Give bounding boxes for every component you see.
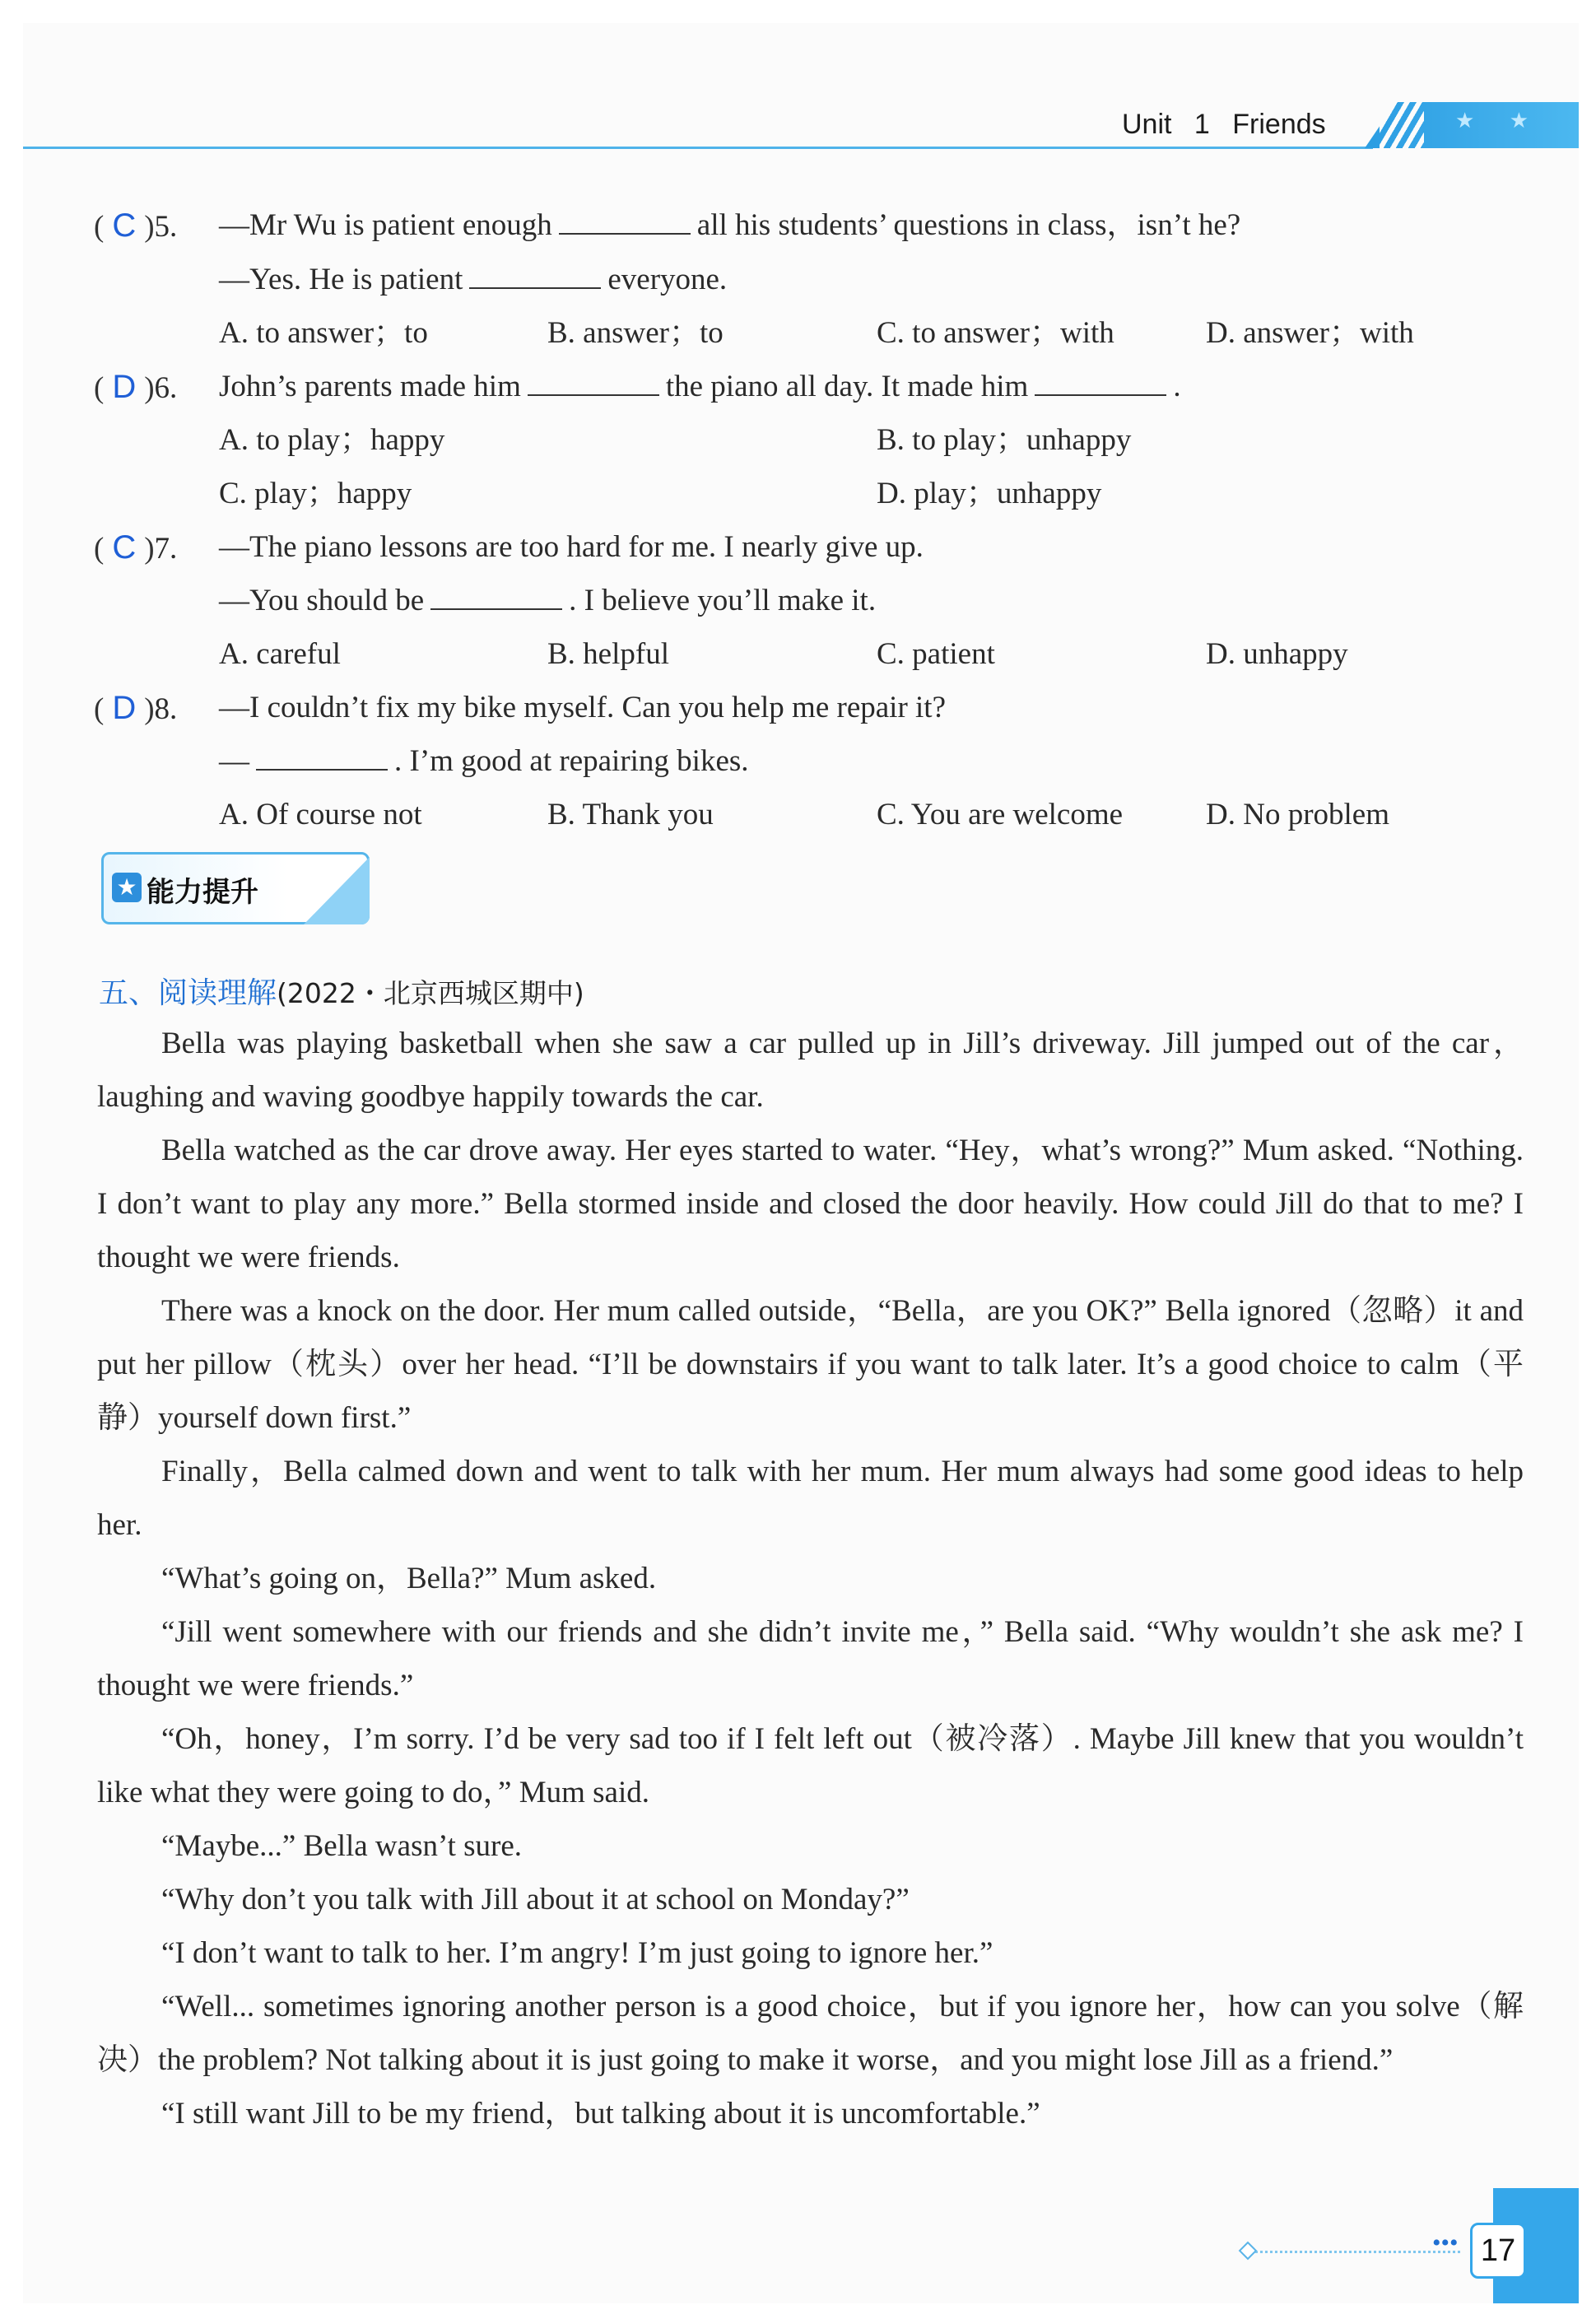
- passage-paragraph: “What’s going on，Bella?” Mum asked.: [161, 1562, 657, 1595]
- option-8a: A. Of course not: [219, 798, 422, 831]
- option-6c: C. play；happy: [219, 477, 412, 510]
- answer-5: C: [112, 207, 137, 244]
- passage-paragraph: Bella was playing basketball when she saw a car pulled up in Jill’s driveway. Jill jumped out of the car，laughing and waving goodbye happily towards the car.: [97, 1027, 1524, 1114]
- passage-paragraph: “Well... sometimes ignoring another person is a good choice，but if you ignore her，how can you solve（解决）the problem? Not talking about it is just going to make it worse，and you might lose Jill as a friend.”: [97, 1990, 1524, 2077]
- option-8c: C. You are welcome: [877, 798, 1124, 831]
- passage-paragraph: Finally，Bella calmed down and went to talk with her mum. Her mum always had some good ideas to help her.: [97, 1455, 1524, 1542]
- question-5-reply: —Yes. He is patient everyone.: [219, 263, 728, 296]
- option-6b: B. to play；unhappy: [877, 423, 1132, 457]
- answer-8: D: [112, 690, 137, 726]
- badge-label: 能力提升: [147, 876, 258, 909]
- header-rule: [23, 147, 1373, 149]
- option-7b: B. helpful: [547, 637, 669, 671]
- option-8d: D. No problem: [1206, 798, 1389, 831]
- question-5-stem: —Mr Wu is patient enough all his students’ questions in class，isn’t he?: [219, 208, 1241, 242]
- option-5a: A. to answer；to: [219, 316, 428, 350]
- option-6d: D. play；unhappy: [877, 477, 1102, 510]
- answer-7: C: [112, 529, 137, 566]
- answer-6: D: [112, 369, 137, 405]
- passage-paragraph: “Maybe...” Bella wasn’t sure.: [161, 1829, 523, 1863]
- section-title: 五、阅读理解(2022・北京西城区期中): [99, 976, 584, 1010]
- option-7a: A. careful: [219, 637, 341, 671]
- option-5d: D. answer；with: [1206, 316, 1414, 350]
- question-7-reply: —You should be . I believe you’ll make it.: [219, 584, 877, 617]
- blank: [559, 208, 691, 235]
- blank: [1035, 370, 1166, 396]
- section-badge: [101, 852, 370, 924]
- passage-paragraph: “Oh，honey，I’m sorry. I’d be very sad too if I felt left out（被冷落）. Maybe Jill knew that you wouldn’t like what they were going to do，” Mum said.: [97, 1722, 1524, 1809]
- ellipsis-icon: •••: [1432, 2229, 1459, 2256]
- blank: [256, 744, 388, 771]
- unit-title: Unit 1 Friends: [1122, 109, 1326, 140]
- option-8b: B. Thank you: [547, 798, 714, 831]
- blank: [528, 370, 659, 396]
- blank: [430, 584, 562, 610]
- blank: [469, 263, 601, 289]
- option-6a: A. to play；happy: [219, 423, 445, 457]
- question-7-stem: —The piano lessons are too hard for me. I nearly give up.: [219, 530, 924, 564]
- question-6-stem: John’s parents made him the piano all day. It made him .: [219, 370, 1181, 403]
- header-stars-icon: ★ ★: [1455, 109, 1544, 133]
- passage-paragraph: “Why don’t you talk with Jill about it at school on Monday?”: [161, 1883, 910, 1916]
- reading-passage: [97, 1017, 1524, 2140]
- header-stripes: [1380, 102, 1424, 148]
- passage-paragraph: There was a knock on the door. Her mum called outside，“Bella，are you OK?” Bella ignored（忽略）it and put her pillow（枕头）over her head. “I’ll be downstairs if you want to talk later. It’s a good choice to calm（平静）yourself down first.”: [97, 1294, 1524, 1435]
- passage-paragraph: Bella watched as the car drove away. Her eyes started to water. “Hey，what’s wrong?” Mum asked. “Nothing. I don’t want to play any more.” Bella stormed inside and closed the door heavily. How could Jill do that to me? I thought we were friends.: [97, 1134, 1524, 1274]
- badge-corner: [304, 857, 370, 924]
- option-7d: D. unhappy: [1206, 637, 1348, 671]
- page-number: 17: [1470, 2223, 1526, 2279]
- question-8-reply: — . I’m good at repairing bikes.: [219, 744, 749, 778]
- section-source: (2022・北京西城区期中): [277, 977, 584, 1009]
- diamond-icon: [1239, 2242, 1258, 2261]
- star-icon: ★: [112, 873, 142, 902]
- passage-paragraph: “I still want Jill to be my friend，but talking about it is uncomfortable.”: [161, 2097, 1040, 2130]
- option-7c: C. patient: [877, 637, 995, 671]
- option-5b: B. answer；to: [547, 316, 724, 350]
- option-5c: C. to answer；with: [877, 316, 1114, 350]
- passage-paragraph: “I don’t want to talk to her. I’m angry! I’m just going to ignore her.”: [161, 1936, 993, 1970]
- footer-dotted-rule: [1246, 2251, 1460, 2253]
- question-8-stem: —I couldn’t fix my bike myself. Can you help me repair it?: [219, 691, 946, 724]
- passage-paragraph: “Jill went somewhere with our friends and she didn’t invite me，” Bella said. “Why wouldn’t she ask me? I thought we were friends.”: [97, 1615, 1524, 1702]
- workbook-page: ★ ★ Unit 1 Friends ( C )5. —Mr Wu is patient enough all his students’ questions in class，isn’t he? —Yes. He is patient everyone. A. to answer；to B. answer；to C. to answer；with D. answer；with ( D )6. John’s parents made him the piano all day. It made him . A. to play；happy B. to play；unhappy C. play；happy D. play；unhappy ( C )7. —The piano lessons are too hard for me. I nearly give up. —You should be . I believe you’ll make it. A. careful B. helpful C. patient D. unhappy ( D )8. —I couldn’t fix my bike myself. Can you help me repair it? — . I’m good at repairing bikes. A. Of course not B. Thank you C. You are welcome D. No problem ★ 能力提升 五、阅读理解(2022・北京西城区期中) Bella was playing basketball when she saw a car pulled up in Jill’s driveway. Jill jumped out of the car，laughing and waving goodbye happily towards the car. Bella watched as the car drove away. Her eyes started to water. “Hey，what’s wrong?” Mum asked. “Nothing. I don’t want to play any more.” Bella stormed inside and closed the door heavily. How could Jill do that to me? I thought we were friends. There was a knock on the door. Her mum called outside，“Bella，are you OK?” Bella ignored（忽略）it and put her pillow（枕头）over her head. “I’ll be downstairs if you want to talk later. It’s a good choice to calm（平静）yourself down first.” Finally，Bella calmed down and went to talk with her mum. Her mum always had some good ideas to help her. “What’s going on，Bella?” Mum asked. “Jill went somewhere with our friends and she didn’t invite me，” Bella said. “Why wouldn’t she ask me? I thought we were friends.” “Oh，honey，I’m sorry. I’d be very sad too if I felt left out（被冷落）. Maybe Jill knew that you wouldn’t like what they were going to do，” Mum said. “Maybe...” Bella wasn’t sure. “Why don’t you talk with Jill about it at school on Monday?” “I don’t want to talk to her. I’m angry! I’m just going to ignore her.” “Well... sometimes ignoring another person is a good choice，but if you ignore her，how can you solve（解决）the problem? Not talking about it is just going to make it worse，and you might lose Jill as a friend.” “I still want Jill to be my friend，but talking about it is uncomfortable.” ••• 17: [23, 23, 1579, 2303]
